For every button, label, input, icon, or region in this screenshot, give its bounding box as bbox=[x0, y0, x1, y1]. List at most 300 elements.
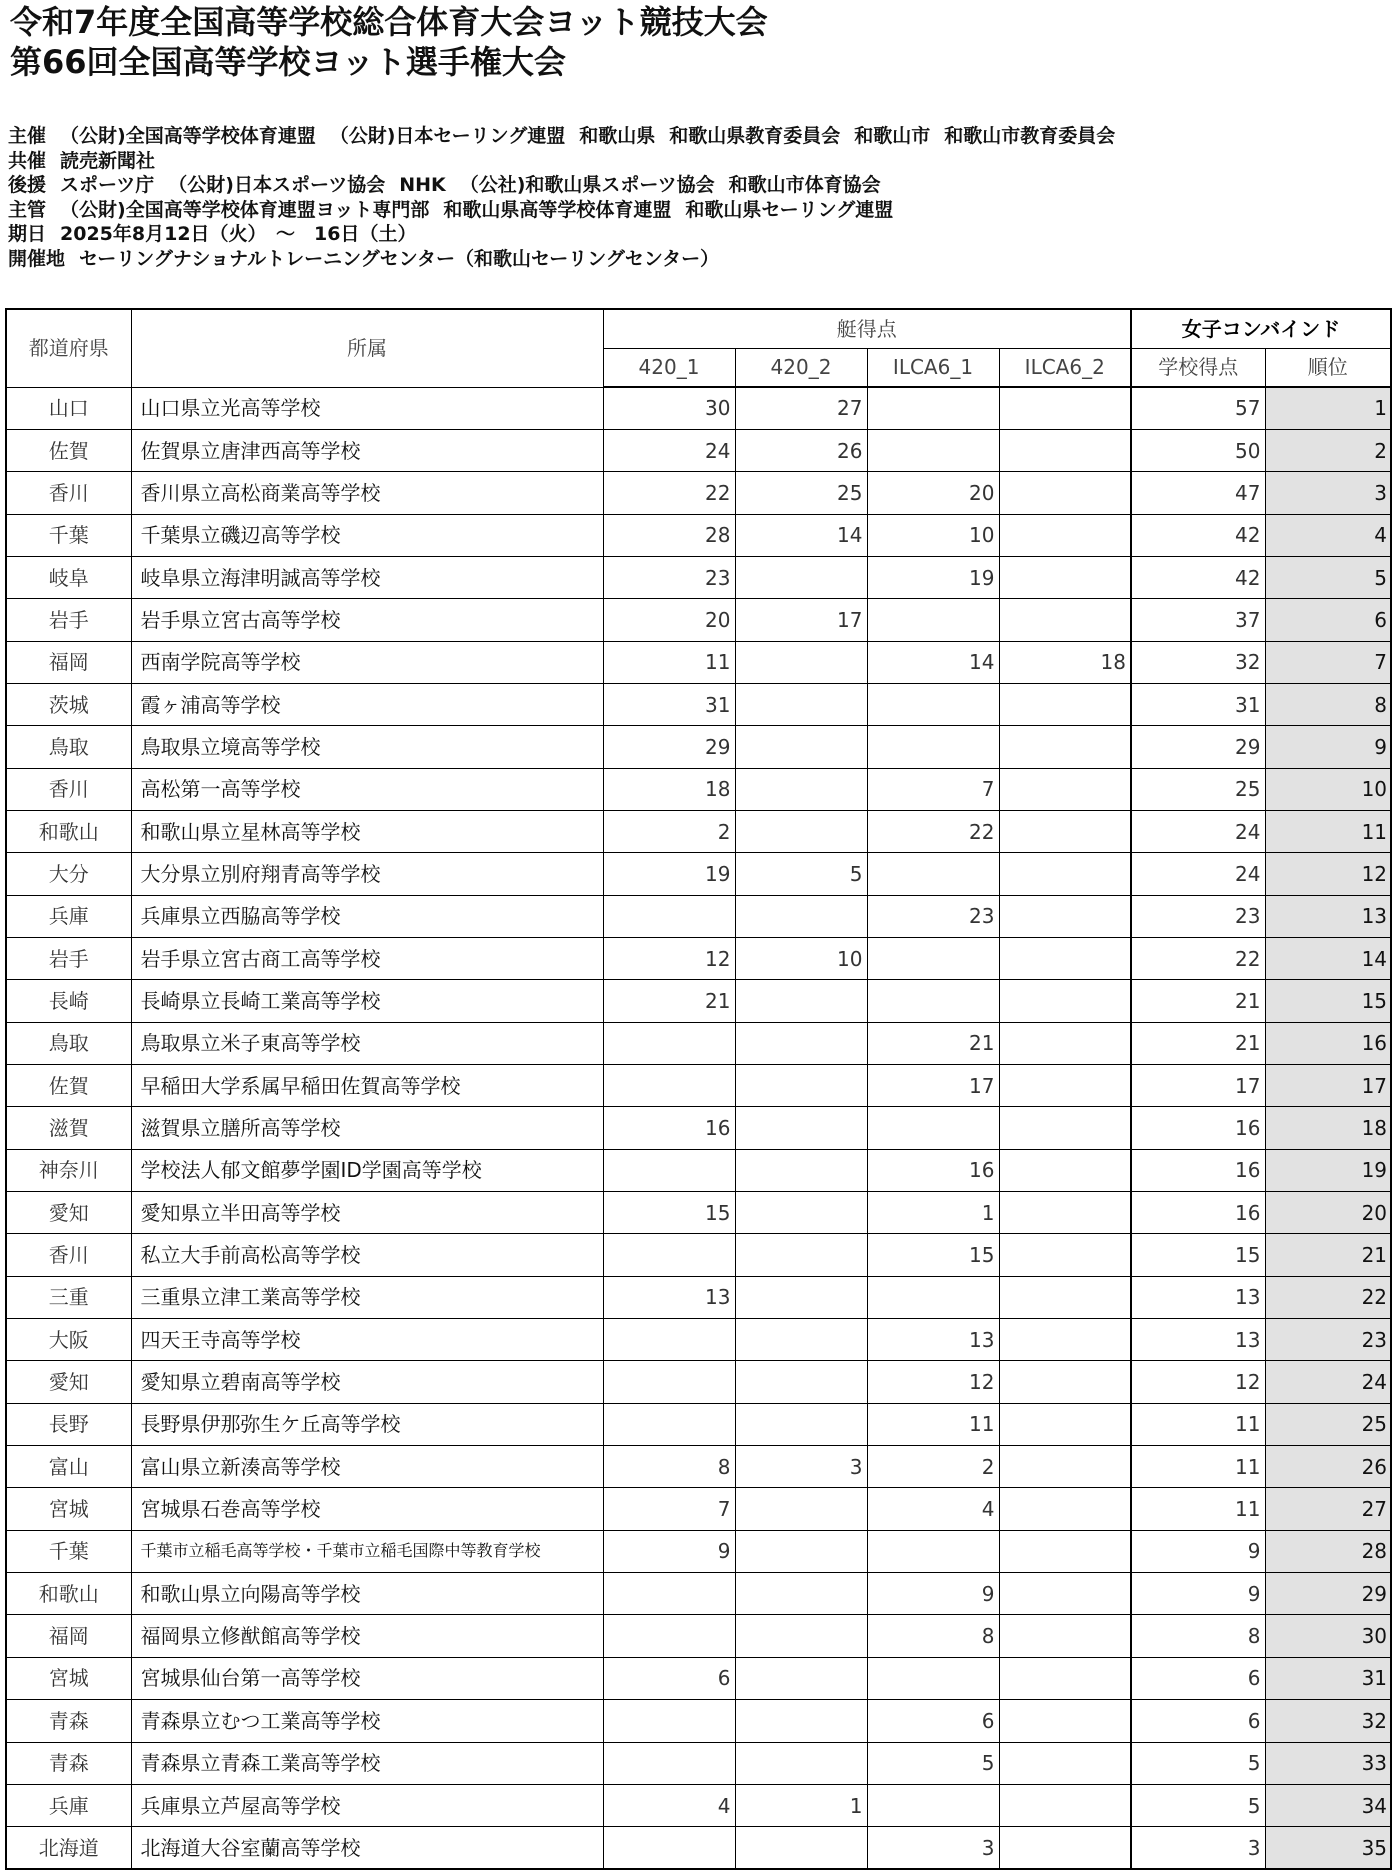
score-420-1-cell: 4 bbox=[603, 1784, 735, 1826]
score-ilca6-1-cell bbox=[867, 1276, 999, 1318]
prefecture-cell: 岩手 bbox=[6, 937, 131, 979]
rank-cell: 25 bbox=[1265, 1403, 1391, 1445]
rank-cell: 4 bbox=[1265, 514, 1391, 556]
score-420-1-cell: 29 bbox=[603, 726, 735, 768]
rank-cell: 28 bbox=[1265, 1530, 1391, 1572]
school-points-cell: 12 bbox=[1131, 1361, 1265, 1403]
score-420-1-cell bbox=[603, 1361, 735, 1403]
score-ilca6-2-cell: 18 bbox=[999, 641, 1131, 683]
school-points-cell: 16 bbox=[1131, 1107, 1265, 1149]
score-420-1-cell: 30 bbox=[603, 387, 735, 429]
table-row bbox=[6, 1488, 1391, 1530]
score-420-1-cell: 23 bbox=[603, 556, 735, 598]
prefecture-cell: 兵庫 bbox=[6, 895, 131, 937]
score-ilca6-2-cell bbox=[999, 1700, 1131, 1742]
score-ilca6-1-cell: 8 bbox=[867, 1615, 999, 1657]
score-420-2-cell bbox=[735, 1742, 867, 1784]
results-table bbox=[5, 308, 1392, 1870]
score-420-1-cell bbox=[603, 1742, 735, 1784]
table-row bbox=[6, 556, 1391, 598]
score-420-1-cell: 8 bbox=[603, 1446, 735, 1488]
rank-cell: 32 bbox=[1265, 1700, 1391, 1742]
score-ilca6-2-cell bbox=[999, 1403, 1131, 1445]
info-item: セーリングナショナルトレーニングセンター（和歌山セーリングセンター） bbox=[79, 247, 720, 270]
school-cell: 愛知県立碧南高等学校 bbox=[131, 1361, 603, 1403]
info-label: 主催 bbox=[8, 125, 47, 147]
school-points-cell: 11 bbox=[1131, 1488, 1265, 1530]
prefecture-cell: 宮城 bbox=[6, 1657, 131, 1699]
score-420-2-cell bbox=[735, 641, 867, 683]
score-ilca6-2-cell bbox=[999, 980, 1131, 1022]
school-points-cell: 42 bbox=[1131, 514, 1265, 556]
table-row bbox=[6, 1530, 1391, 1572]
score-ilca6-2-cell bbox=[999, 895, 1131, 937]
prefecture-cell: 青森 bbox=[6, 1700, 131, 1742]
prefecture-cell: 愛知 bbox=[6, 1192, 131, 1234]
page-subtitle: 第66回全国高等学校ヨット選手権大会 bbox=[10, 43, 566, 81]
table-row bbox=[6, 1573, 1391, 1615]
school-cell: 学校法人郁文館夢学園ID学園高等学校 bbox=[131, 1149, 603, 1191]
school-cell: 山口県立光高等学校 bbox=[131, 387, 603, 429]
score-ilca6-1-cell bbox=[867, 1107, 999, 1149]
score-ilca6-1-cell: 13 bbox=[867, 1319, 999, 1361]
score-ilca6-1-cell: 3 bbox=[867, 1827, 999, 1869]
score-ilca6-2-cell bbox=[999, 1573, 1131, 1615]
score-ilca6-1-cell bbox=[867, 1530, 999, 1572]
score-ilca6-1-cell: 15 bbox=[867, 1234, 999, 1276]
score-ilca6-1-cell bbox=[867, 599, 999, 641]
score-420-1-cell bbox=[603, 1615, 735, 1657]
school-cell: 佐賀県立唐津西高等学校 bbox=[131, 429, 603, 471]
school-points-cell: 47 bbox=[1131, 472, 1265, 514]
table-row bbox=[6, 472, 1391, 514]
table-row bbox=[6, 1784, 1391, 1826]
school-points-cell: 57 bbox=[1131, 387, 1265, 429]
score-ilca6-2-cell bbox=[999, 1149, 1131, 1191]
score-ilca6-2-cell bbox=[999, 1276, 1131, 1318]
school-points-cell: 6 bbox=[1131, 1657, 1265, 1699]
rank-cell: 18 bbox=[1265, 1107, 1391, 1149]
school-points-cell: 16 bbox=[1131, 1149, 1265, 1191]
table-row bbox=[6, 1827, 1391, 1869]
header-420-1: 420_1 bbox=[603, 348, 735, 387]
table-row bbox=[6, 937, 1391, 979]
prefecture-cell: 福岡 bbox=[6, 1615, 131, 1657]
table-row bbox=[6, 768, 1391, 810]
info-item: 和歌山県高等学校体育連盟 bbox=[443, 198, 672, 221]
score-ilca6-2-cell bbox=[999, 810, 1131, 852]
prefecture-cell: 茨城 bbox=[6, 683, 131, 725]
table-row bbox=[6, 1403, 1391, 1445]
score-ilca6-2-cell bbox=[999, 726, 1131, 768]
info-line bbox=[8, 198, 1115, 223]
prefecture-cell: 鳥取 bbox=[6, 726, 131, 768]
prefecture-cell: 千葉 bbox=[6, 514, 131, 556]
score-ilca6-2-cell bbox=[999, 1784, 1131, 1826]
score-ilca6-2-cell bbox=[999, 768, 1131, 810]
header-rank: 順位 bbox=[1265, 348, 1391, 387]
score-ilca6-1-cell: 9 bbox=[867, 1573, 999, 1615]
score-ilca6-1-cell bbox=[867, 726, 999, 768]
score-ilca6-1-cell: 11 bbox=[867, 1403, 999, 1445]
score-ilca6-2-cell bbox=[999, 1107, 1131, 1149]
prefecture-cell: 和歌山 bbox=[6, 1573, 131, 1615]
school-points-cell: 24 bbox=[1131, 853, 1265, 895]
score-420-1-cell: 19 bbox=[603, 853, 735, 895]
prefecture-cell: 兵庫 bbox=[6, 1784, 131, 1826]
score-420-2-cell bbox=[735, 1107, 867, 1149]
school-points-cell: 50 bbox=[1131, 429, 1265, 471]
info-item: 和歌山県 bbox=[579, 125, 656, 147]
rank-cell: 27 bbox=[1265, 1488, 1391, 1530]
rank-cell: 8 bbox=[1265, 683, 1391, 725]
score-420-2-cell bbox=[735, 980, 867, 1022]
score-420-2-cell bbox=[735, 895, 867, 937]
score-420-2-cell bbox=[735, 1192, 867, 1234]
score-420-2-cell: 10 bbox=[735, 937, 867, 979]
rank-cell: 14 bbox=[1265, 937, 1391, 979]
school-points-cell: 8 bbox=[1131, 1615, 1265, 1657]
header-ilca6-1: ILCA6_1 bbox=[867, 348, 999, 387]
rank-cell: 19 bbox=[1265, 1149, 1391, 1191]
score-ilca6-2-cell bbox=[999, 1488, 1131, 1530]
score-420-1-cell bbox=[603, 1022, 735, 1064]
info-line bbox=[8, 173, 1115, 198]
score-ilca6-1-cell bbox=[867, 980, 999, 1022]
school-points-cell: 11 bbox=[1131, 1446, 1265, 1488]
score-420-2-cell bbox=[735, 683, 867, 725]
header-school-points: 学校得点 bbox=[1131, 348, 1265, 387]
score-420-2-cell bbox=[735, 810, 867, 852]
prefecture-cell: 北海道 bbox=[6, 1827, 131, 1869]
page-title: 令和7年度全国高等学校総合体育大会ヨット競技大会 bbox=[10, 3, 768, 41]
score-ilca6-2-cell bbox=[999, 429, 1131, 471]
table-row bbox=[6, 1192, 1391, 1234]
table-row bbox=[6, 1107, 1391, 1149]
prefecture-cell: 岩手 bbox=[6, 599, 131, 641]
rank-cell: 23 bbox=[1265, 1319, 1391, 1361]
prefecture-cell: 香川 bbox=[6, 768, 131, 810]
table-row bbox=[6, 810, 1391, 852]
rank-cell: 31 bbox=[1265, 1657, 1391, 1699]
table-row bbox=[6, 1065, 1391, 1107]
prefecture-cell: 佐賀 bbox=[6, 429, 131, 471]
header-ilca6-2: ILCA6_2 bbox=[999, 348, 1131, 387]
school-cell: 長野県伊那弥生ケ丘高等学校 bbox=[131, 1403, 603, 1445]
school-cell: 香川県立高松商業高等学校 bbox=[131, 472, 603, 514]
rank-cell: 6 bbox=[1265, 599, 1391, 641]
prefecture-cell: 大分 bbox=[6, 853, 131, 895]
school-cell: 西南学院高等学校 bbox=[131, 641, 603, 683]
info-line bbox=[8, 247, 1115, 272]
prefecture-cell: 青森 bbox=[6, 1742, 131, 1784]
table-row bbox=[6, 1657, 1391, 1699]
school-cell: 岩手県立宮古高等学校 bbox=[131, 599, 603, 641]
score-ilca6-2-cell bbox=[999, 387, 1131, 429]
score-420-1-cell: 9 bbox=[603, 1530, 735, 1572]
school-points-cell: 42 bbox=[1131, 556, 1265, 598]
info-label: 共催 bbox=[8, 149, 47, 172]
score-420-2-cell bbox=[735, 1319, 867, 1361]
score-420-2-cell bbox=[735, 768, 867, 810]
prefecture-cell: 愛知 bbox=[6, 1361, 131, 1403]
score-420-1-cell: 6 bbox=[603, 1657, 735, 1699]
rank-cell: 3 bbox=[1265, 472, 1391, 514]
school-cell: 和歌山県立星林高等学校 bbox=[131, 810, 603, 852]
prefecture-cell: 滋賀 bbox=[6, 1107, 131, 1149]
table-row bbox=[6, 1700, 1391, 1742]
school-cell: 三重県立津工業高等学校 bbox=[131, 1276, 603, 1318]
score-ilca6-1-cell: 4 bbox=[867, 1488, 999, 1530]
school-cell: 兵庫県立西脇高等学校 bbox=[131, 895, 603, 937]
rank-cell: 29 bbox=[1265, 1573, 1391, 1615]
school-points-cell: 9 bbox=[1131, 1530, 1265, 1572]
score-420-2-cell: 27 bbox=[735, 387, 867, 429]
info-item: （公財)全国高等学校体育連盟 bbox=[60, 125, 316, 147]
score-420-2-cell bbox=[735, 1403, 867, 1445]
school-points-cell: 22 bbox=[1131, 937, 1265, 979]
score-420-2-cell bbox=[735, 1488, 867, 1530]
school-cell: 大分県立別府翔青高等学校 bbox=[131, 853, 603, 895]
rank-cell: 24 bbox=[1265, 1361, 1391, 1403]
school-cell: 鳥取県立境高等学校 bbox=[131, 726, 603, 768]
info-item: 和歌山県教育委員会 bbox=[669, 125, 841, 147]
score-420-1-cell: 20 bbox=[603, 599, 735, 641]
score-420-2-cell bbox=[735, 556, 867, 598]
table-row bbox=[6, 1361, 1391, 1403]
table-row bbox=[6, 853, 1391, 895]
prefecture-cell: 香川 bbox=[6, 1234, 131, 1276]
school-points-cell: 5 bbox=[1131, 1784, 1265, 1826]
table-row bbox=[6, 1234, 1391, 1276]
score-ilca6-1-cell: 1 bbox=[867, 1192, 999, 1234]
rank-cell: 10 bbox=[1265, 768, 1391, 810]
header-row-1 bbox=[6, 309, 1391, 348]
table-row bbox=[6, 1276, 1391, 1318]
score-420-2-cell: 5 bbox=[735, 853, 867, 895]
prefecture-cell: 大阪 bbox=[6, 1319, 131, 1361]
rank-cell: 13 bbox=[1265, 895, 1391, 937]
score-420-2-cell bbox=[735, 1022, 867, 1064]
table-row bbox=[6, 1742, 1391, 1784]
score-ilca6-2-cell bbox=[999, 1446, 1131, 1488]
score-ilca6-2-cell bbox=[999, 683, 1131, 725]
score-420-1-cell: 2 bbox=[603, 810, 735, 852]
rank-cell: 1 bbox=[1265, 387, 1391, 429]
school-points-cell: 23 bbox=[1131, 895, 1265, 937]
table-row bbox=[6, 514, 1391, 556]
school-points-cell: 5 bbox=[1131, 1742, 1265, 1784]
header-420-2: 420_2 bbox=[735, 348, 867, 387]
table-row bbox=[6, 429, 1391, 471]
rank-cell: 20 bbox=[1265, 1192, 1391, 1234]
info-label: 期日 bbox=[8, 223, 47, 246]
score-420-2-cell bbox=[735, 1276, 867, 1318]
score-ilca6-2-cell bbox=[999, 599, 1131, 641]
prefecture-cell: 長崎 bbox=[6, 980, 131, 1022]
score-420-2-cell bbox=[735, 1149, 867, 1191]
table-row bbox=[6, 641, 1391, 683]
rank-cell: 2 bbox=[1265, 429, 1391, 471]
school-cell: 滋賀県立膳所高等学校 bbox=[131, 1107, 603, 1149]
school-cell: 和歌山県立向陽高等学校 bbox=[131, 1573, 603, 1615]
info-item: 和歌山市体育協会 bbox=[728, 174, 881, 197]
score-420-1-cell: 31 bbox=[603, 683, 735, 725]
score-420-1-cell: 24 bbox=[603, 429, 735, 471]
score-ilca6-1-cell bbox=[867, 429, 999, 471]
rank-cell: 34 bbox=[1265, 1784, 1391, 1826]
prefecture-cell: 三重 bbox=[6, 1276, 131, 1318]
prefecture-cell: 山口 bbox=[6, 387, 131, 429]
info-line bbox=[8, 149, 1115, 174]
school-cell: 霞ヶ浦高等学校 bbox=[131, 683, 603, 725]
school-cell: 岐阜県立海津明誠高等学校 bbox=[131, 556, 603, 598]
school-cell: 私立大手前高松高等学校 bbox=[131, 1234, 603, 1276]
score-420-1-cell bbox=[603, 1319, 735, 1361]
table-row bbox=[6, 895, 1391, 937]
table-row bbox=[6, 683, 1391, 725]
score-420-2-cell: 3 bbox=[735, 1446, 867, 1488]
score-ilca6-1-cell bbox=[867, 683, 999, 725]
score-ilca6-1-cell: 5 bbox=[867, 1742, 999, 1784]
school-points-cell: 11 bbox=[1131, 1403, 1265, 1445]
score-420-1-cell: 21 bbox=[603, 980, 735, 1022]
score-ilca6-2-cell bbox=[999, 1742, 1131, 1784]
score-420-2-cell bbox=[735, 1700, 867, 1742]
info-item: 和歌山県セーリング連盟 bbox=[685, 198, 894, 221]
school-cell: 岩手県立宮古商工高等学校 bbox=[131, 937, 603, 979]
score-ilca6-1-cell: 2 bbox=[867, 1446, 999, 1488]
header-boat-points: 艇得点 bbox=[603, 309, 1131, 348]
score-420-2-cell bbox=[735, 1065, 867, 1107]
school-cell: 長崎県立長崎工業高等学校 bbox=[131, 980, 603, 1022]
header-combined: 女子コンバインド bbox=[1131, 309, 1391, 348]
score-420-1-cell bbox=[603, 1065, 735, 1107]
rank-cell: 12 bbox=[1265, 853, 1391, 895]
table-row bbox=[6, 980, 1391, 1022]
school-cell: 福岡県立修猷館高等学校 bbox=[131, 1615, 603, 1657]
school-cell: 高松第一高等学校 bbox=[131, 768, 603, 810]
score-ilca6-1-cell bbox=[867, 937, 999, 979]
score-ilca6-1-cell bbox=[867, 1657, 999, 1699]
score-420-2-cell bbox=[735, 726, 867, 768]
score-420-1-cell bbox=[603, 1403, 735, 1445]
info-item: （公財)全国高等学校体育連盟ヨット専門部 bbox=[60, 198, 430, 221]
school-points-cell: 13 bbox=[1131, 1276, 1265, 1318]
score-ilca6-2-cell bbox=[999, 853, 1131, 895]
score-420-2-cell: 17 bbox=[735, 599, 867, 641]
score-420-1-cell bbox=[603, 1149, 735, 1191]
school-points-cell: 31 bbox=[1131, 683, 1265, 725]
rank-cell: 5 bbox=[1265, 556, 1391, 598]
rank-cell: 22 bbox=[1265, 1276, 1391, 1318]
score-420-2-cell bbox=[735, 1234, 867, 1276]
score-420-1-cell bbox=[603, 1573, 735, 1615]
rank-cell: 7 bbox=[1265, 641, 1391, 683]
school-cell: 富山県立新湊高等学校 bbox=[131, 1446, 603, 1488]
score-ilca6-2-cell bbox=[999, 1827, 1131, 1869]
school-points-cell: 24 bbox=[1131, 810, 1265, 852]
score-ilca6-2-cell bbox=[999, 1319, 1131, 1361]
table-row bbox=[6, 1319, 1391, 1361]
school-points-cell: 25 bbox=[1131, 768, 1265, 810]
school-cell: 宮城県仙台第一高等学校 bbox=[131, 1657, 603, 1699]
score-420-2-cell: 14 bbox=[735, 514, 867, 556]
score-420-2-cell bbox=[735, 1573, 867, 1615]
score-420-1-cell bbox=[603, 1827, 735, 1869]
info-item: スポーツ庁 bbox=[60, 174, 155, 197]
score-ilca6-2-cell bbox=[999, 1361, 1131, 1403]
info-line bbox=[8, 222, 1115, 247]
score-420-2-cell: 25 bbox=[735, 472, 867, 514]
school-points-cell: 21 bbox=[1131, 980, 1265, 1022]
score-420-1-cell bbox=[603, 895, 735, 937]
rank-cell: 33 bbox=[1265, 1742, 1391, 1784]
rank-cell: 17 bbox=[1265, 1065, 1391, 1107]
info-label: 開催地 bbox=[8, 247, 66, 270]
school-points-cell: 13 bbox=[1131, 1319, 1265, 1361]
rank-cell: 21 bbox=[1265, 1234, 1391, 1276]
score-ilca6-1-cell: 10 bbox=[867, 514, 999, 556]
score-ilca6-2-cell bbox=[999, 1530, 1131, 1572]
score-420-1-cell: 18 bbox=[603, 768, 735, 810]
school-cell: 兵庫県立芦屋高等学校 bbox=[131, 1784, 603, 1826]
info-line bbox=[8, 124, 1115, 149]
school-cell: 宮城県石巻高等学校 bbox=[131, 1488, 603, 1530]
score-420-2-cell bbox=[735, 1530, 867, 1572]
prefecture-cell: 佐賀 bbox=[6, 1065, 131, 1107]
table-row bbox=[6, 599, 1391, 641]
info-item: （公社)和歌山県スポーツ協会 bbox=[459, 174, 715, 197]
score-420-1-cell: 11 bbox=[603, 641, 735, 683]
header-school: 所属 bbox=[131, 309, 603, 387]
school-cell: 北海道大谷室蘭高等学校 bbox=[131, 1827, 603, 1869]
score-ilca6-1-cell bbox=[867, 387, 999, 429]
info-item: NHK bbox=[399, 174, 446, 197]
score-ilca6-2-cell bbox=[999, 472, 1131, 514]
score-ilca6-2-cell bbox=[999, 1022, 1131, 1064]
info-item: 2025年8月12日（火） ～ 16日（土） bbox=[60, 223, 417, 246]
school-cell: 千葉市立稲毛高等学校・千葉市立稲毛国際中等教育学校 bbox=[131, 1530, 603, 1572]
prefecture-cell: 宮城 bbox=[6, 1488, 131, 1530]
prefecture-cell: 千葉 bbox=[6, 1530, 131, 1572]
school-points-cell: 32 bbox=[1131, 641, 1265, 683]
score-ilca6-1-cell: 12 bbox=[867, 1361, 999, 1403]
score-420-1-cell: 15 bbox=[603, 1192, 735, 1234]
prefecture-cell: 富山 bbox=[6, 1446, 131, 1488]
score-ilca6-1-cell: 21 bbox=[867, 1022, 999, 1064]
school-cell: 千葉県立磯辺高等学校 bbox=[131, 514, 603, 556]
prefecture-cell: 岐阜 bbox=[6, 556, 131, 598]
rank-cell: 15 bbox=[1265, 980, 1391, 1022]
prefecture-cell: 和歌山 bbox=[6, 810, 131, 852]
score-ilca6-2-cell bbox=[999, 1192, 1131, 1234]
school-cell: 鳥取県立米子東高等学校 bbox=[131, 1022, 603, 1064]
score-420-1-cell bbox=[603, 1700, 735, 1742]
info-item: 和歌山市教育委員会 bbox=[944, 125, 1116, 147]
score-420-2-cell bbox=[735, 1657, 867, 1699]
score-ilca6-2-cell bbox=[999, 937, 1131, 979]
prefecture-cell: 鳥取 bbox=[6, 1022, 131, 1064]
school-cell: 早稲田大学系属早稲田佐賀高等学校 bbox=[131, 1065, 603, 1107]
rank-cell: 35 bbox=[1265, 1827, 1391, 1869]
school-cell: 四天王寺高等学校 bbox=[131, 1319, 603, 1361]
score-ilca6-2-cell bbox=[999, 556, 1131, 598]
score-ilca6-2-cell bbox=[999, 1234, 1131, 1276]
rank-cell: 16 bbox=[1265, 1022, 1391, 1064]
rank-cell: 30 bbox=[1265, 1615, 1391, 1657]
prefecture-cell: 神奈川 bbox=[6, 1149, 131, 1191]
